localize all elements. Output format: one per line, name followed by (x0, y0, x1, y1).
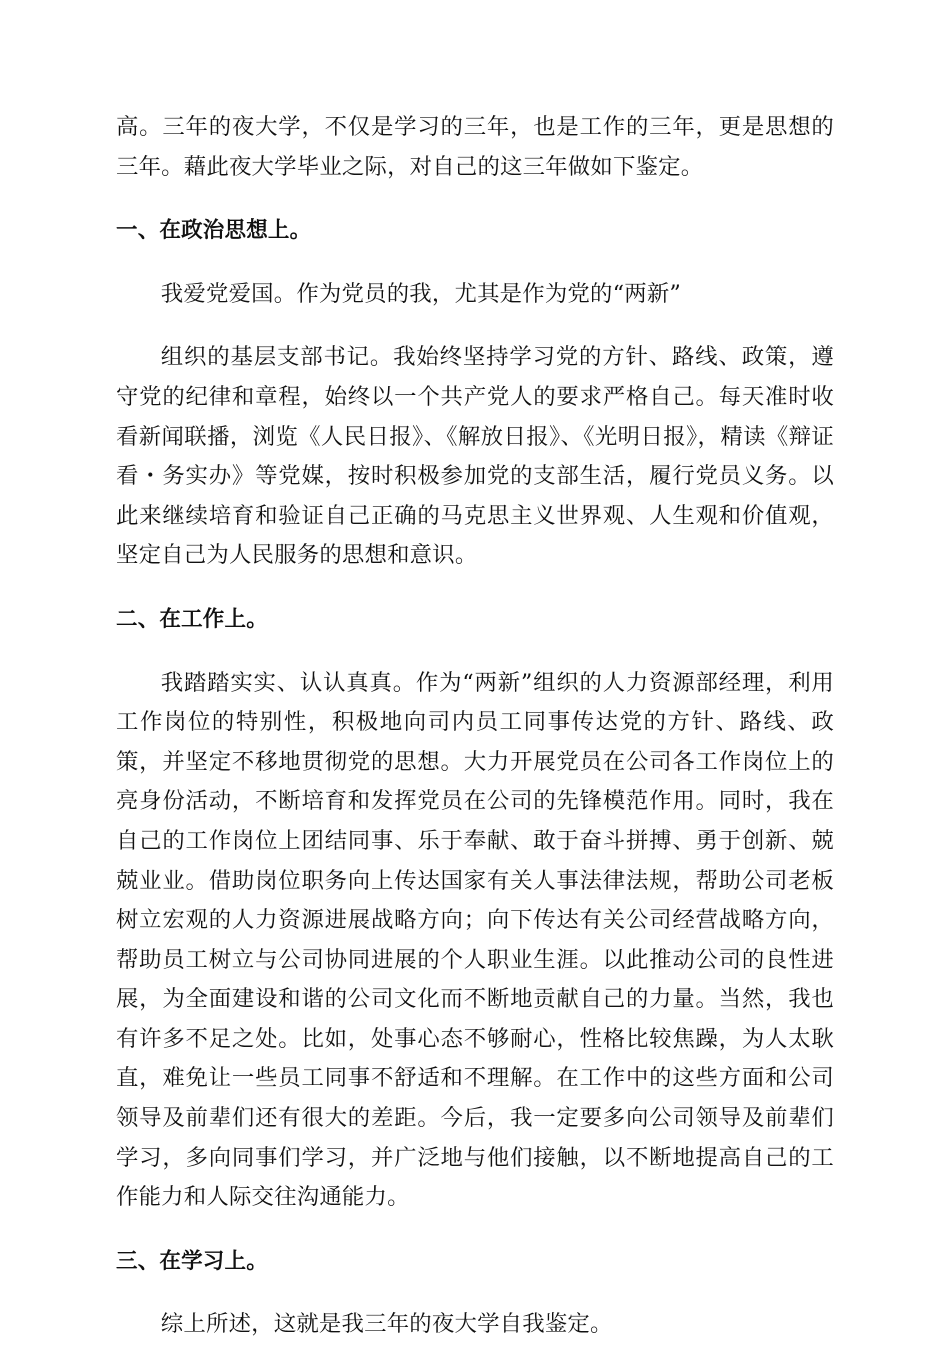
politics-paragraph-1: 我爱党爱国。作为党员的我，尤其是作为党的“两新” (160, 280, 682, 307)
spacer (116, 1281, 834, 1305)
section-heading-work: 二、在工作上。 (116, 606, 268, 632)
work-paragraph: 我踏踏实实、认认真真。作为“两新”组织的人力资源部经理，利用工作岗位的特别性，积极地向司内员工同事传达党的方针、路线、政策，并坚定不移地贯彻党的思想。大力开展党员在公司各工作岗位上的亮身份活动，不断培育和发挥党员在公司的先锋模范作用。同时，我在自己的工作岗位上团结同事、乐于奉献、敢于奋斗拼搏、勇于创新、兢兢业业。借助岗位职务向上传达国家有关人事法律法规，帮助公司老板树立宏观的人力资源进展战略方向；向下传达有关公司经营战略方向，帮助员工树立与公司协同进展的个人职业生涯。以此推动公司的良性进展，为全面建设和谐的公司文化而不断地贡献自己的力量。当然，我也有许多不足之处。比如，处事心态不够耐心，性格比较焦躁，为人太耿直，难免让一些员工同事不舒适和不理解。在工作中的这些方面和公司领导及前辈们还有很大的差距。今后，我一定要多向公司领导及前辈们学习，多向同事们学习，并广泛地与他们接触，以不断地提高自己的工作能力和人际交往沟通能力。 (116, 669, 834, 1211)
spacer (116, 1218, 834, 1242)
section-heading-study: 三、在学习上。 (116, 1248, 268, 1274)
document-body (116, 108, 834, 1345)
study-paragraph: 综上所述，这就是我三年的夜大学自我鉴定。 (160, 1311, 613, 1338)
spacer (116, 251, 834, 275)
spacer (116, 640, 834, 664)
spacer (116, 576, 834, 600)
section-heading-politics: 一、在政治思想上。 (116, 218, 312, 244)
intro-paragraph: 高。三年的夜大学，不仅是学习的三年，也是工作的三年，更是思想的三年。藉此夜大学毕业之际，对自己的这三年做如下鉴定。 (116, 114, 834, 180)
spacer (116, 314, 834, 338)
spacer (116, 187, 834, 211)
politics-paragraph-2: 组织的基层支部书记。我始终坚持学习党的方针、路线、政策，遵守党的纪律和章程，始终以一个共产党人的要求严格自己。每天准时收看新闻联播，浏览《人民日报》、《解放日报》、《光明日报》，精读《辩证看・务实办》等党媒，按时积极参加党的支部生活，履行党员义务。以此来继续培育和验证自己正确的马克思主义世界观、人生观和价值观，坚定自己为人民服务的思想和意识。 (116, 344, 834, 569)
